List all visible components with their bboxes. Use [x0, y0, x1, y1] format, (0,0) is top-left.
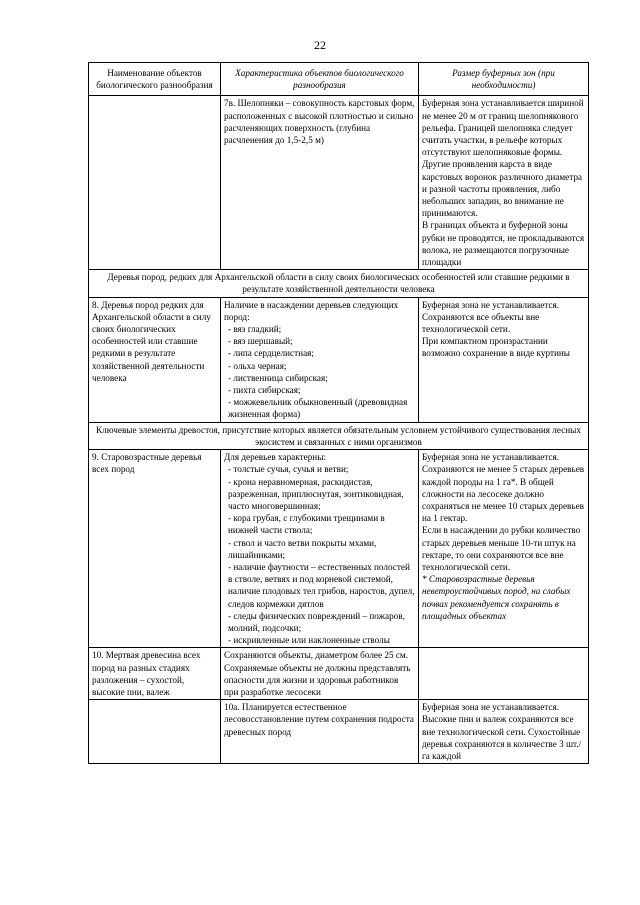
buffer-text: Буферная зона не устанавливается. Сохраняются все объекты вне технологической сети.: [422, 299, 559, 335]
header-characteristics: Характеристика объектов биологического разнообразия: [221, 63, 419, 96]
table-row: [89, 450, 589, 648]
table-row: [89, 297, 589, 422]
table-row: [89, 700, 589, 764]
cell-name: 10. Мертвая древесина всех пород на разных стадиях разложения – сухостой, высокие пни, валеж: [89, 648, 221, 700]
buffer-text: Если в насаждении до рубки количество старых деревьев меньше 10-ти штук на гектаре, то они сохраняются все вне технологической сети.: [422, 525, 581, 572]
cell-name: [89, 700, 221, 764]
section-heading: Ключевые элементы древостоя, присутствие которых является обязательным условием устойчивого существования лесных экосистем и связанных с ними организмов: [89, 422, 589, 449]
list-item: - кора грубая, с глубокими трещинами в нижней части ствола;: [228, 513, 385, 536]
cell-buffer: Буферная зона не устанавливается. Высокие пни и валеж сохраняются все вне технологической сети. Сухостойные деревья сохраняются в количестве 3 шт./га каждой: [419, 700, 589, 764]
section-row: [89, 422, 589, 449]
table-header-row: [89, 63, 589, 96]
cell-buffer: [419, 297, 589, 422]
cell-characteristics: 10а. Планируется естественное лесовосстановление путем сохранения подроста древесных пород: [221, 700, 419, 764]
section-heading: Деревья пород, редких для Архангельской области в силу своих биологических особенностей или ставшие редкими в результате хозяйственной деятельности человека: [89, 270, 589, 297]
list-item: - вяз гладкий;: [228, 324, 282, 335]
list-item: - следы физических повреждений – пожаров, молний, подсочки;: [228, 610, 405, 633]
characteristics-text: Сохраняемые объекты не должны представлять опасности для жизни и здоровья работников при разработке лесосеки: [224, 662, 411, 697]
page-number: 22: [314, 38, 326, 52]
list-item: - крона неравномерная, раскидистая, разреженная, приплюснутая, зонтиковидная, часто многовершинная;: [228, 476, 404, 511]
header-buffer-zone: Размер буферных зон (при необходимости): [419, 63, 589, 96]
list-item: - толстые сучья, сучья и ветви;: [228, 464, 349, 475]
buffer-text: Буферная зона устанавливается шириной не менее 20 м от границ шелопнякового рельефа. Границей шелопняка следует считать участки, в рельефе которых отсутствуют шелопняковые формы. Другие проявления карста в виде карстовых воронок различного диаметра и разной частоты проявления, либо небольших западин, во внимание не принимаются.: [422, 98, 584, 219]
list-item: - ствол и часто ветви покрыты мхами, лишайниками;: [228, 537, 377, 560]
cell-name: 9. Старовозрастные деревья всех пород: [89, 450, 221, 648]
cell-characteristics: 7в. Шелопняки – совокупность карстовых форм, расположенных с высокой плотностью и сильно расчленяющих поверхность (глубина расчленения до 1,5-2,5 м): [221, 96, 419, 270]
list-item: - пихта сибирская;: [228, 385, 301, 396]
list-item: - ольха черная;: [228, 360, 287, 371]
cell-buffer: [419, 96, 589, 270]
cell-buffer: [419, 648, 589, 700]
list-item: - наличие фаутности – естественных полостей в стволе, ветвях и под корневой системой, наличие плодовых тел грибов, наростов, дупел, следов кормежки дятлов: [228, 561, 415, 609]
list-item: - лиственница сибирская;: [228, 372, 328, 383]
buffer-text: Буферная зона не устанавливается. Сохраняются не менее 5 старых деревьев каждой породы на 1 га*. В общей сложности на лесосеке должно сохраняться не менее 10 старых деревьев на 1 гектар.: [422, 452, 585, 524]
buffer-text: При компактном произрастании возможно сохранение в виде куртины: [422, 336, 570, 359]
characteristics-intro: Для деревьев характерны:: [224, 452, 326, 463]
list-item: - липа сердцелистная;: [228, 348, 314, 359]
list-item: - искривленные или наклоненные стволы: [228, 635, 390, 646]
table-row: [89, 648, 589, 700]
characteristics-text: Сохраняются объекты, диаметром более 25 см.: [224, 650, 409, 661]
cell-characteristics: [221, 450, 419, 648]
cell-buffer: [419, 450, 589, 648]
list-item: - вяз шершавый;: [228, 336, 293, 347]
cell-characteristics: [221, 297, 419, 422]
cell-name: 8. Деревья пород редких для Архангельской области в силу своих биологических особенностей или ставшие редкими в результате хозяйственной деятельности человека: [89, 297, 221, 422]
section-row: [89, 270, 589, 297]
header-object-name: Наименование объектов биологического разнообразия: [89, 63, 221, 96]
cell-name: [89, 96, 221, 270]
buffer-note: * Старовозрастные деревья неветроустойчивых пород, на слабых почвах рекомендуется сохранять в площадных объектах: [422, 574, 571, 621]
list-item: - можжевельник обыкновенный (древовидная жизненная форма): [228, 397, 408, 420]
characteristics-intro: Наличие в насаждении деревьев следующих пород:: [224, 299, 399, 322]
table-row: [89, 96, 589, 270]
buffer-text: В границах объекта и буферной зоны рубки не проводятся, не прокладываются волока, не размещаются погрузочные площадки: [422, 220, 585, 268]
biodiversity-table: [88, 62, 589, 764]
cell-characteristics: [221, 648, 419, 700]
